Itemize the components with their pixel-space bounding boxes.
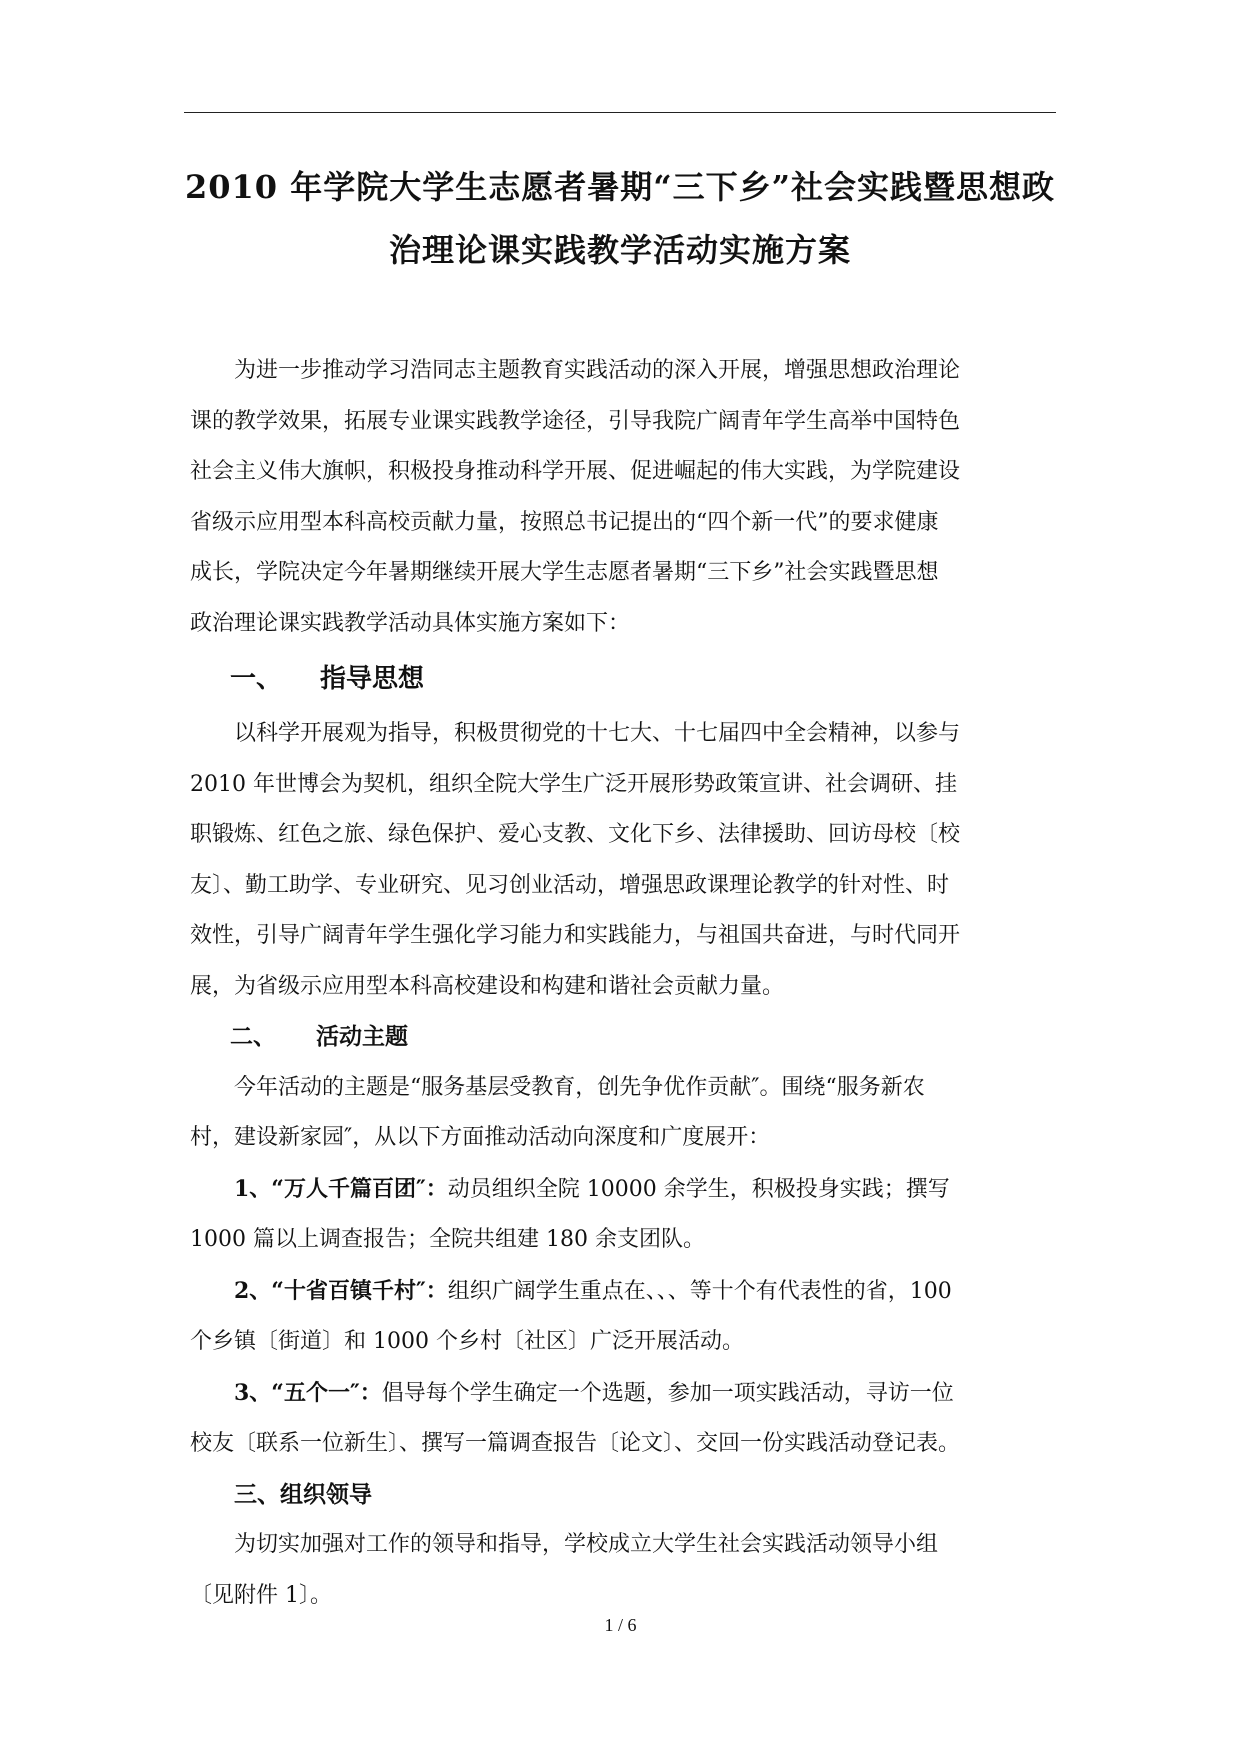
section-2-number: 二、	[230, 1023, 276, 1050]
intro-line: 社会主义伟大旗帜，积极投身推动科学开展、促进崛起的伟大实践，为学院建设	[190, 459, 961, 484]
list-item-lead: 2、“十省百镇千村″：	[234, 1277, 448, 1304]
intro-line: 课的教学效果，拓展专业课实践教学途径，引导我院广阔青年学生高举中国特色	[190, 408, 961, 434]
intro-line: 为进一步推动学习浩同志主题教育实践活动的深入开展，增强思想政治理论	[234, 358, 961, 383]
list-item-lead: 3、“五个一″：	[234, 1379, 382, 1406]
list-item-text: 校友〔联系一位新生〕、撰写一篇调查报告〔论文〕、交回一份实践活动登记表。	[190, 1431, 961, 1456]
list-item-text: 1000 篇以上调查报告；全院共组建 180 余支团队。	[190, 1227, 705, 1252]
section-1-line: 效性，引导广阔青年学生强化学习能力和实践能力，与祖国共奋进，与时代同开	[190, 923, 961, 948]
intro-line: 成长，学院决定今年暑期继续开展大学生志愿者暑期“三下乡”社会实践暨思想	[190, 560, 939, 585]
header-rule	[184, 112, 1056, 113]
section-1-line: 展，为省级示应用型本科高校建设和构建和谐社会贡献力量。	[190, 973, 785, 999]
section-1-heading	[190, 651, 1052, 707]
document-title-line-1: 2010 年学院大学生志愿者暑期“三下乡”社会实践暨思想政	[184, 168, 1056, 206]
list-item-text: 动员组织全院 10000 余学生，积极投身实践；撰写	[447, 1176, 950, 1202]
section-2-line: 村，建设新家园″，从以下方面推动活动向深度和广度展开：	[190, 1125, 771, 1150]
section-3-line: 为切实加强对工作的领导和指导，学校成立大学生社会实践活动领导小组	[234, 1532, 939, 1557]
section-3-line: 〔见附件 1〕。	[190, 1582, 332, 1608]
section-2-title: 活动主题	[316, 1023, 408, 1050]
section-1-title: 指导思想	[320, 664, 425, 694]
section-2-line: 今年活动的主题是“服务基层受教育，创先争优作贡献″。围绕“服务新农	[234, 1074, 925, 1100]
section-1-line: 职锻炼、红色之旅、绿色保护、爱心支教、文化下乡、法律援助、回访母校〔校	[190, 822, 961, 847]
intro-line: 政治理论课实践教学活动具体实施方案如下：	[190, 610, 631, 636]
section-1-line: 以科学开展观为指导，积极贯彻党的十七大、十七届四中全会精神，以参与	[234, 721, 961, 746]
list-item-text: 组织广阔学生重点在、、、等十个有代表性的省，100	[447, 1278, 952, 1304]
section-3-heading: 三、组织领导	[234, 1480, 372, 1508]
section-1-line: 2010 年世博会为契机，组织全院大学生广泛开展形势政策宣讲、社会调研、挂	[190, 771, 957, 797]
page-number: 1 / 6	[604, 1615, 637, 1635]
section-1-number: 一、	[230, 664, 283, 694]
section-2-heading	[190, 1012, 1052, 1063]
section-1-line: 友〕、勤工助学、专业研究、见习创业活动，增强思政课理论教学的针对性、时	[190, 872, 950, 898]
list-item-lead-line	[190, 1368, 1052, 1420]
list-item-lead: 1、“万人千篇百团″：	[234, 1175, 448, 1202]
intro-line: 省级示应用型本科高校贡献力量，按照总书记提出的“四个新一代”的要求健康	[190, 509, 939, 535]
document-body	[190, 346, 1052, 1621]
document-title-line-2: 治理论课实践教学活动实施方案	[388, 231, 851, 269]
list-item-text: 个乡镇〔街道〕和 1000 个乡村〔社区〕广泛开展活动。	[190, 1329, 744, 1354]
list-item-text: 倡导每个学生确定一个选题，参加一项实践活动，寻访一位	[381, 1380, 954, 1406]
list-item-lead-line	[190, 1164, 1052, 1216]
list-item-lead-line	[190, 1266, 1052, 1318]
